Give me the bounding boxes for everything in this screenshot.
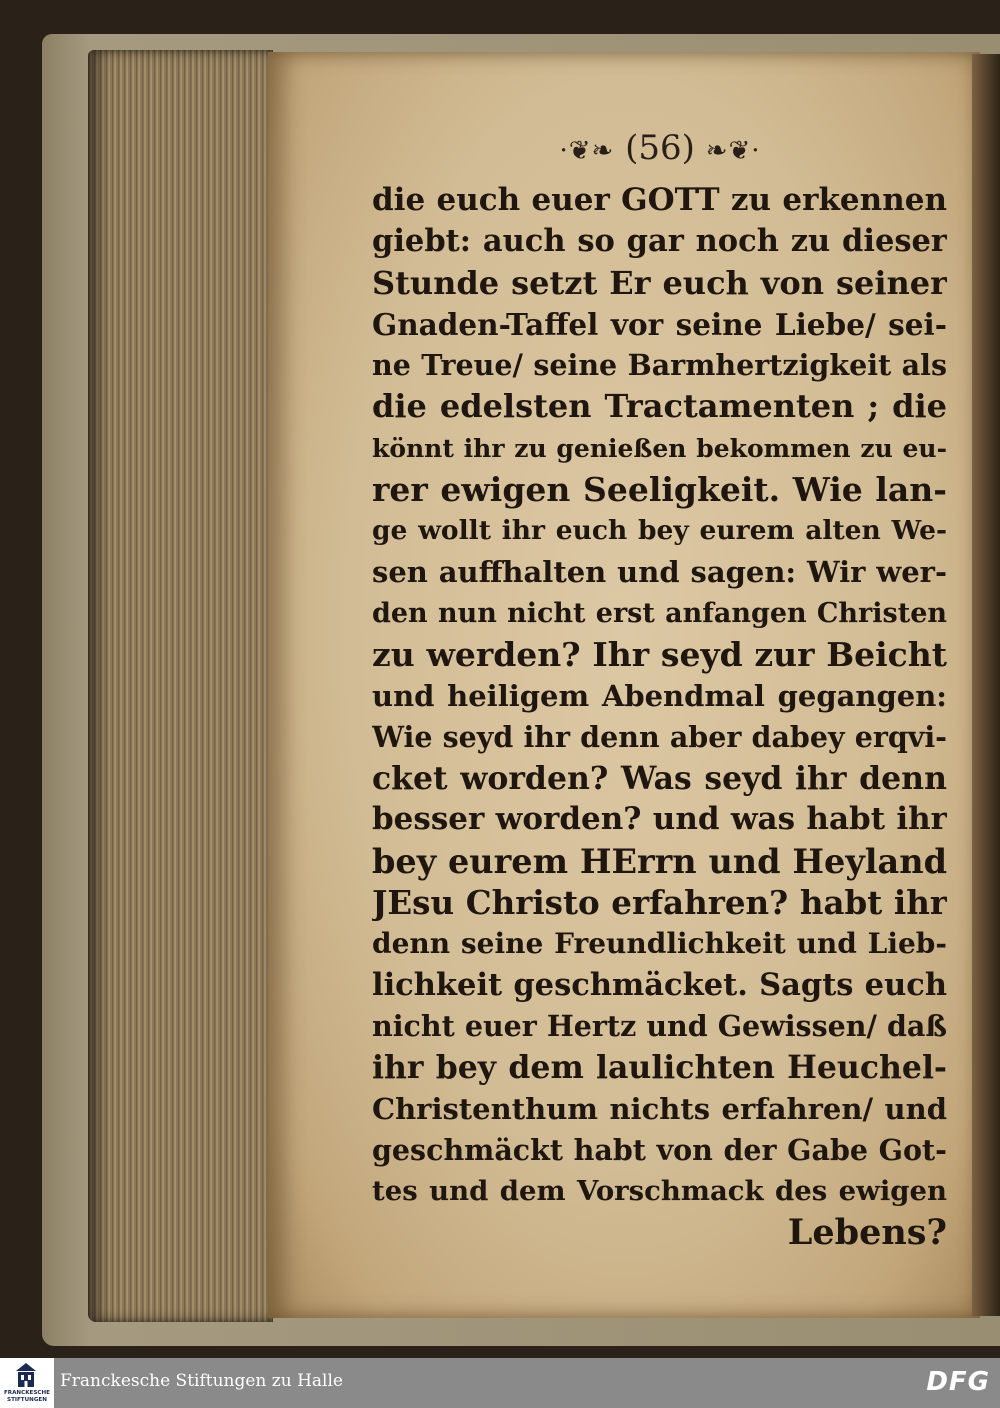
text-line: tes und dem Vorschmack des ewigen — [372, 1175, 947, 1208]
ornament-right-icon: ❧❦· — [705, 136, 761, 166]
text-line: die euch euer GOTT zu erkennen — [372, 182, 947, 218]
text-line: könnt ihr zu genießen bekommen zu eu- — [372, 433, 947, 463]
text-line: ge wollt ihr euch bey eurem alten We- — [372, 515, 947, 547]
text-line: lichkeit geschmäcket. Sagts euch — [372, 966, 947, 1003]
text-line: und heiligem Abendmal gegangen: — [372, 678, 947, 713]
book-gutter — [972, 54, 1000, 1316]
text-line: nicht euer Hertz und Gewissen/ daß — [372, 1008, 947, 1043]
text-line: rer ewigen Seeligkeit. Wie lan- — [372, 470, 947, 510]
text-line: Stunde setzt Er euch von seiner — [372, 263, 947, 302]
franckesche-logo[interactable] — [0, 1358, 54, 1408]
catchword: Lebens? — [787, 1212, 947, 1254]
logo-text-line2: STIFTUNGEN — [7, 1396, 47, 1403]
text-line: geschmäckt habt von der Gabe Got- — [372, 1132, 947, 1167]
page-edges — [88, 50, 273, 1322]
text-line: sen auffhalten und sagen: Wir wer- — [372, 554, 947, 589]
footer-bar — [0, 1358, 1000, 1408]
building-logo-icon — [16, 1363, 36, 1389]
text-line: die edelsten Tractamenten ; die — [372, 387, 947, 426]
text-line: denn seine Freundlichkeit und Lieb- — [372, 927, 947, 961]
page-header — [540, 128, 780, 174]
text-line: ne Treue/ seine Barmhertzigkeit als — [372, 348, 947, 383]
text-line: ihr bey dem laulichten Heuchel- — [372, 1049, 947, 1087]
logo-text-line1: FRANCKESCHE — [3, 1390, 51, 1396]
text-line: den nun nicht erst anfangen Christen — [372, 597, 947, 629]
text-line: Wie seyd ihr denn aber dabey erqvi- — [372, 719, 947, 754]
dfg-logo[interactable]: DFG — [926, 1367, 990, 1397]
text-line: Gnaden-Taffel vor seine Liebe/ sei- — [372, 306, 947, 342]
logo-text — [2, 1390, 52, 1403]
page-text — [372, 180, 947, 1254]
ornament-left-icon: ·❦❧ — [559, 136, 615, 166]
page-number: (56) — [625, 128, 695, 168]
text-line: giebt: auch so gar noch zu dieser — [372, 223, 947, 260]
text-line: besser worden? und was habt ihr — [372, 801, 947, 838]
text-line: Christenthum nichts erfahren/ und — [372, 1091, 947, 1126]
text-line: zu werden? Ihr seyd zur Beicht — [372, 635, 947, 675]
text-line: JEsu Christo erfahren? habt ihr — [372, 883, 947, 923]
institution-name: Franckesche Stiftungen zu Halle — [60, 1371, 343, 1391]
text-line: bey eurem HErrn und Heyland — [372, 841, 947, 881]
text-line: cket worden? Was seyd ihr denn — [372, 760, 947, 798]
